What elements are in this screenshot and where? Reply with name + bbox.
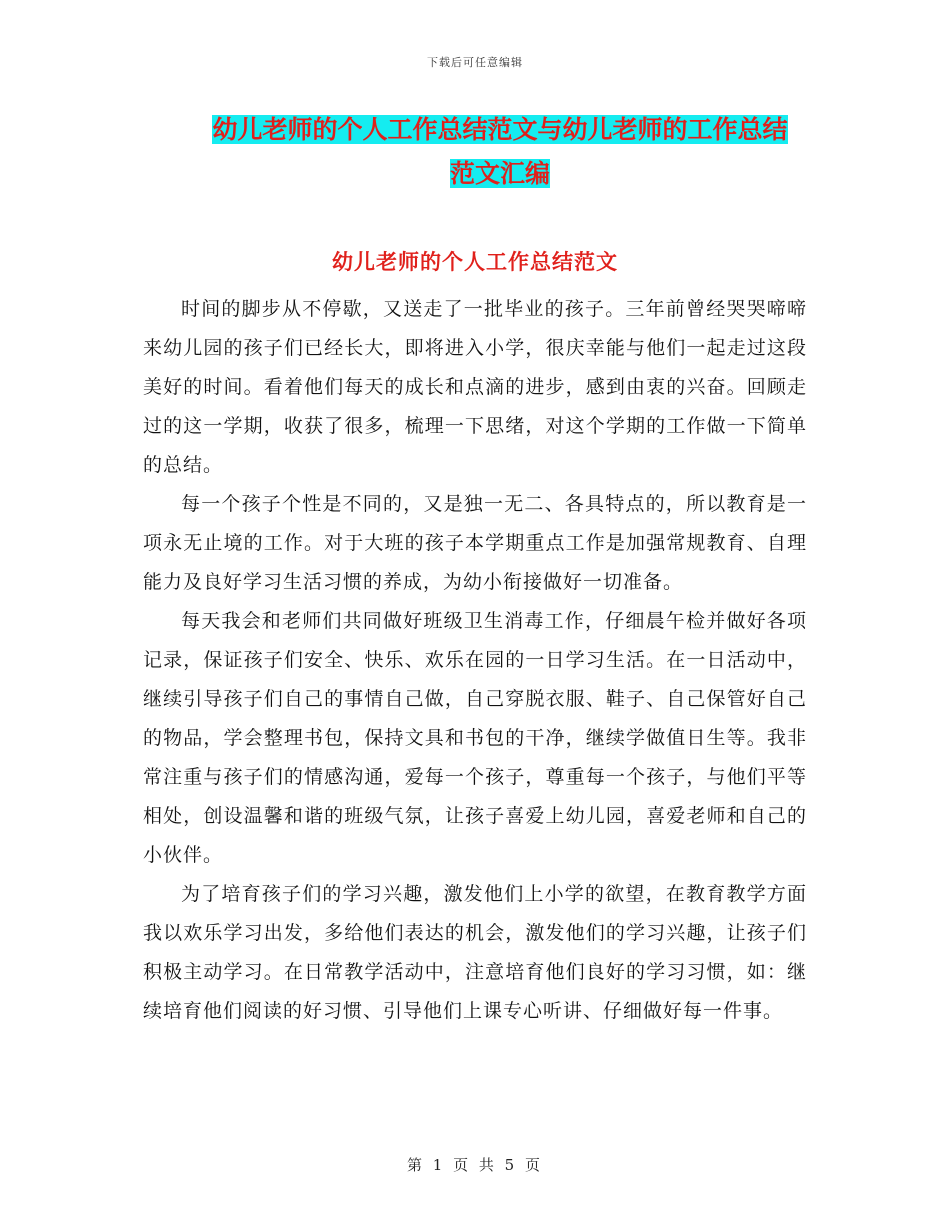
paragraph: 为了培育孩子们的学习兴趣，激发他们上小学的欲望，在教育教学方面我以欢乐学习出发，多给他们表达的机会，激发他们的学习兴趣，让孩子们积极主动学习。在日常教学活动中，注意培育他们良好的学习习惯，如：继续培育他们阅读的好习惯、引导他们上课专心听讲、仔细做好每一件事。 <box>143 883 807 1022</box>
paragraph: 时间的脚步从不停歇，又送走了一批毕业的孩子。三年前曾经哭哭啼啼来幼儿园的孩子们已经长大，即将进入小学，很庆幸能与他们一起走过这段美好的时间。看着他们每天的成长和点滴的进步，感到由衷的兴奋。回顾走过的这一学期，收获了很多，梳理一下思绪，对这个学期的工作做一下简单的总结。 <box>143 298 807 476</box>
body-text <box>143 290 807 1031</box>
document-title-line2: 范文汇编 <box>449 159 550 188</box>
page-number-footer: 第 1 页 共 5 页 <box>407 1156 543 1174</box>
paragraph: 每一个孩子个性是不同的，又是独一无二、各具特点的，所以教育是一项永无止境的工作。对于大班的孩子本学期重点工作是加强常规教育、自理能力及良好学习生活习惯的养成，为幼小衔接做好一切准备。 <box>143 493 807 593</box>
paragraph: 每天我会和老师们共同做好班级卫生消毒工作，仔细晨午检并做好各项记录，保证孩子们安全、快乐、欢乐在园的一日学习生活。在一日活动中，继续引导孩子们自己的事情自己做，自己穿脱衣服、鞋子、自己保管好自己的物品，学会整理书包，保持文具和书包的干净，继续学做值日生等。我非常注重与孩子们的情感沟通，爱每一个孩子，尊重每一个孩子，与他们平等相处，创设温馨和谐的班级气氛，让孩子喜爱上幼儿园，喜爱老师和自己的小伙伴。 <box>143 610 807 866</box>
document-title <box>190 108 810 196</box>
document-title-line1: 幼儿老师的个人工作总结范文与幼儿老师的工作总结 <box>212 115 788 144</box>
header-note: 下载后可任意编辑 <box>427 56 523 69</box>
section-title: 幼儿老师的个人工作总结范文 <box>332 250 618 274</box>
